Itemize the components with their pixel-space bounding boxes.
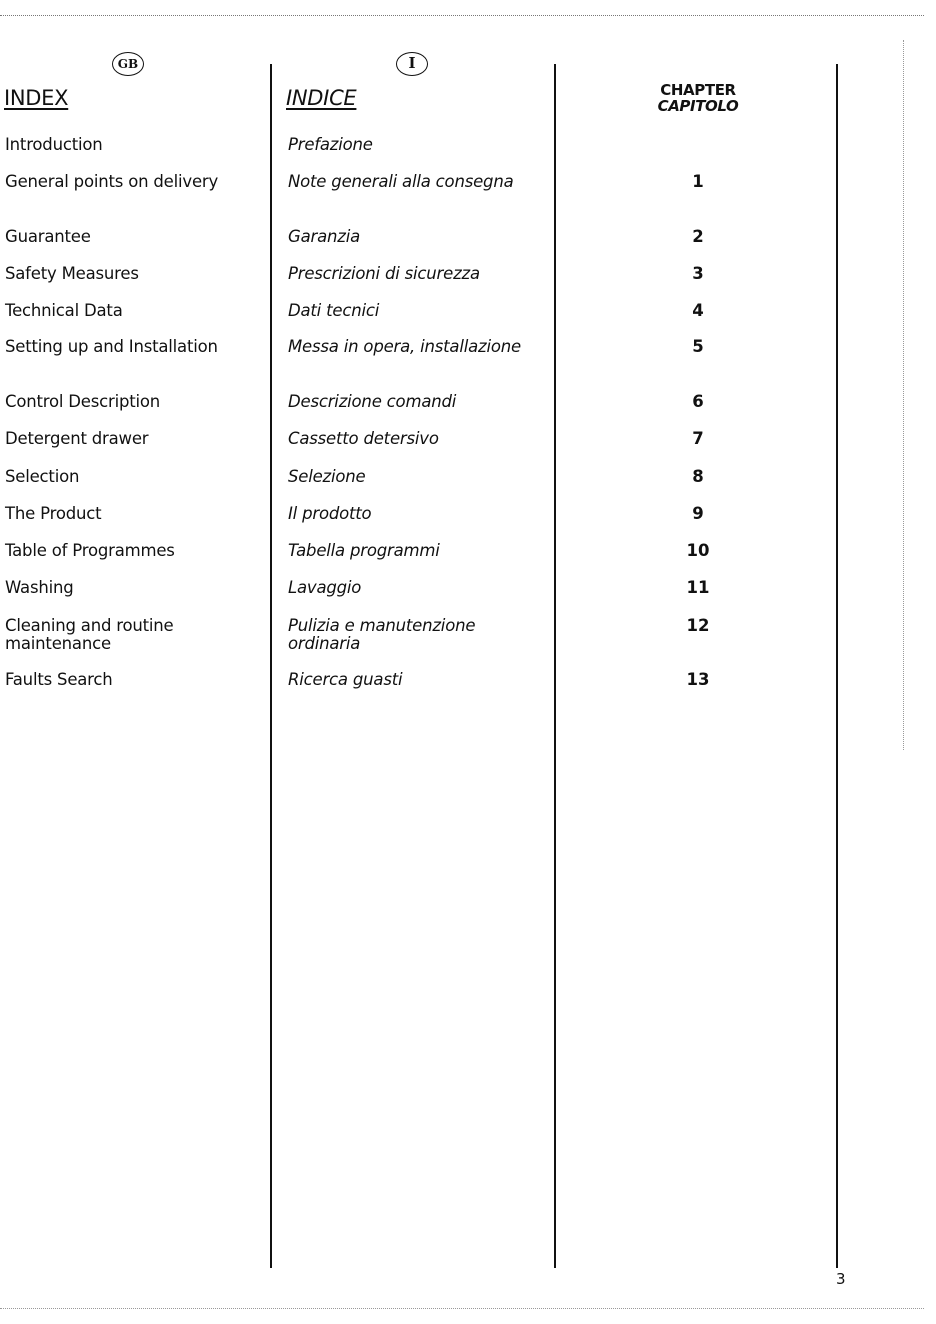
entry-en: The Product — [5, 504, 102, 523]
entry-chapter: 6 — [692, 392, 704, 411]
entry-it: Note generali alla consegna — [288, 172, 514, 191]
chapter-heading-it: CAPITOLO — [657, 97, 739, 115]
entry-it: Descrizione comandi — [288, 392, 457, 411]
chapter-heading — [630, 82, 766, 114]
entry-it: Lavaggio — [288, 578, 362, 597]
language-badge-i: I — [396, 52, 428, 76]
entry-en: Table of Programmes — [5, 541, 175, 560]
entry-en: Faults Search — [5, 670, 113, 689]
entry-chapter: 13 — [686, 670, 710, 689]
entry-it: Ricerca guasti — [288, 670, 403, 689]
entry-chapter: 8 — [692, 467, 704, 486]
entry-chapter: 4 — [692, 301, 704, 320]
entry-it: Selezione — [288, 467, 366, 486]
index-heading-it: INDICE — [286, 86, 357, 110]
entry-en: General points on delivery — [5, 172, 219, 191]
entry-en: Technical Data — [5, 301, 123, 320]
entry-it: Il prodotto — [288, 504, 372, 523]
language-badge-gb: GB — [112, 52, 144, 76]
entry-chapter: 1 — [692, 172, 704, 191]
index-heading-en: INDEX — [4, 86, 69, 110]
entry-it: Garanzia — [288, 227, 361, 246]
entry-chapter: 10 — [686, 541, 710, 560]
bottom-rule — [0, 1308, 924, 1309]
entry-en: Safety Measures — [5, 264, 139, 283]
column-divider-3 — [836, 64, 838, 1268]
entry-chapter: 5 — [692, 337, 704, 356]
entry-en: Control Description — [5, 392, 161, 411]
entry-en: Selection — [5, 467, 80, 486]
entry-it: Dati tecnici — [288, 301, 380, 320]
entry-en: Cleaning and routine maintenance — [5, 616, 174, 653]
entry-chapter: 2 — [692, 227, 704, 246]
top-rule — [0, 15, 924, 16]
entry-en: Washing — [5, 578, 74, 597]
entry-it: Prefazione — [288, 135, 373, 154]
column-divider-1 — [270, 64, 272, 1268]
right-margin-dots — [903, 40, 904, 750]
chapter-heading-en: CHAPTER — [660, 81, 736, 99]
entry-en: Guarantee — [5, 227, 91, 246]
page-number: 3 — [836, 1270, 846, 1288]
entry-it: Cassetto detersivo — [288, 429, 439, 448]
entry-chapter: 7 — [692, 429, 704, 448]
entry-chapter: 9 — [692, 504, 704, 523]
entry-en: Setting up and Installation — [5, 337, 218, 356]
entry-chapter: 3 — [692, 264, 704, 283]
entry-it: Tabella programmi — [288, 541, 440, 560]
entry-en: Detergent drawer — [5, 429, 149, 448]
entry-it: Messa in opera, installazione — [288, 337, 521, 356]
entry-chapter: 12 — [686, 616, 710, 635]
entry-en: Introduction — [5, 135, 103, 154]
entry-chapter: 11 — [686, 578, 710, 597]
column-divider-2 — [554, 64, 556, 1268]
entry-it: Pulizia e manutenzione ordinaria — [288, 616, 476, 653]
entry-it: Prescrizioni di sicurezza — [288, 264, 480, 283]
